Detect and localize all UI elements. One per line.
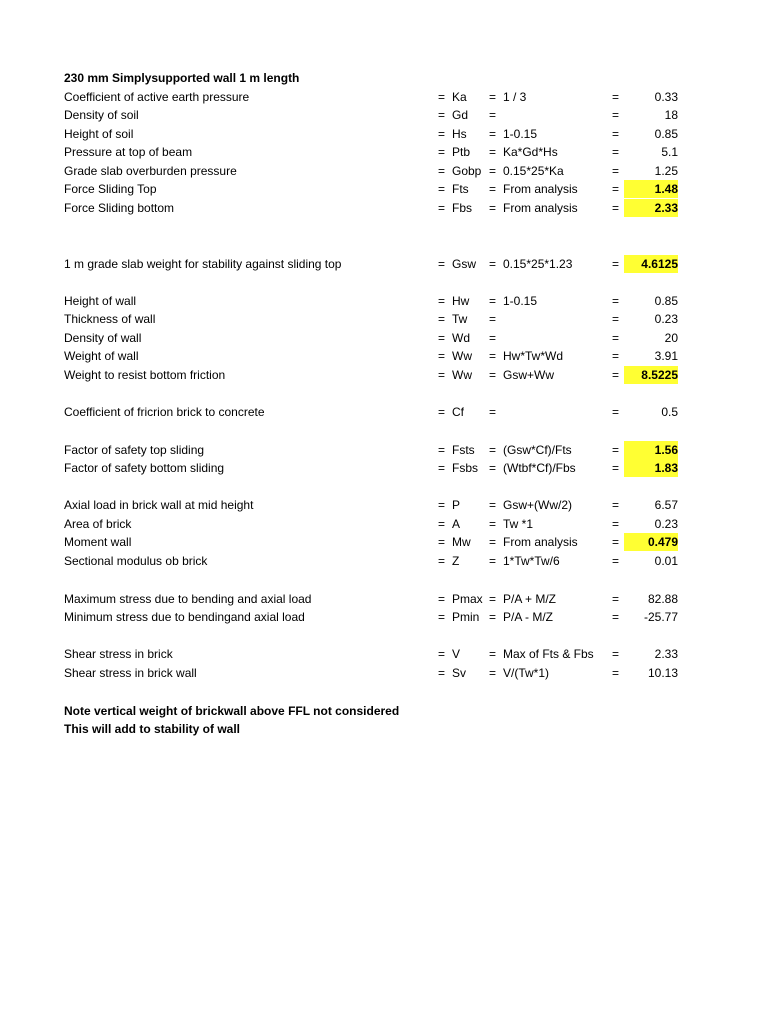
equals-sign: = (489, 257, 497, 271)
row-value: 0.479 (624, 533, 678, 551)
row-value: 82.88 (647, 592, 678, 606)
note-row (0, 702, 768, 720)
equals-sign: = (612, 666, 620, 680)
row-description: Weight of wall (64, 349, 139, 363)
calc-row (0, 162, 768, 180)
row-symbol: Hs (452, 127, 467, 141)
calc-row (0, 645, 768, 663)
calc-row (0, 125, 768, 143)
row-description: Axial load in brick wall at mid height (64, 498, 254, 512)
equals-sign: = (612, 592, 620, 606)
equals-sign: = (612, 461, 620, 475)
equals-sign: = (612, 294, 620, 308)
row-value: 1.83 (624, 459, 678, 477)
row-description: Height of wall (64, 294, 137, 308)
row-value: 0.5 (661, 405, 678, 419)
row-description: Area of brick (64, 517, 132, 531)
row-formula: 1 / 3 (503, 90, 527, 104)
calc-row (0, 310, 768, 328)
row-symbol: Pmax (452, 592, 483, 606)
equals-sign: = (489, 461, 497, 475)
row-formula: 1*Tw*Tw/6 (503, 554, 560, 568)
row-symbol: V (452, 647, 461, 661)
equals-sign: = (489, 535, 497, 549)
calc-row (0, 459, 768, 477)
calc-row (0, 143, 768, 161)
equals-sign: = (489, 331, 497, 345)
equals-sign: = (489, 443, 497, 457)
row-value: 0.85 (654, 294, 678, 308)
equals-sign: = (489, 145, 497, 159)
row-value: 0.85 (654, 127, 678, 141)
row-formula: From analysis (503, 182, 578, 196)
row-formula: 1-0.15 (503, 127, 538, 141)
calc-row (0, 292, 768, 310)
row-symbol: Z (452, 554, 460, 568)
equals-sign: = (438, 257, 446, 271)
equals-sign: = (489, 108, 497, 122)
row-symbol: Pmin (452, 610, 480, 624)
equals-sign: = (438, 90, 446, 104)
equals-sign: = (438, 443, 446, 457)
equals-sign: = (438, 182, 446, 196)
calc-row (0, 496, 768, 514)
row-symbol: P (452, 498, 461, 512)
equals-sign: = (438, 405, 446, 419)
equals-sign: = (612, 331, 620, 345)
equals-sign: = (489, 666, 497, 680)
equals-sign: = (489, 405, 497, 419)
row-value: 1.48 (624, 180, 678, 198)
row-description: Moment wall (64, 535, 132, 549)
equals-sign: = (612, 108, 620, 122)
equals-sign: = (612, 647, 620, 661)
row-symbol: Gobp (452, 164, 482, 178)
equals-sign: = (612, 498, 620, 512)
equals-sign: = (438, 666, 446, 680)
row-symbol: Gsw (452, 257, 476, 271)
row-description: Sectional modulus ob brick (64, 554, 208, 568)
calc-row (0, 441, 768, 459)
note-row (0, 720, 768, 738)
equals-sign: = (612, 145, 620, 159)
equals-sign: = (438, 349, 446, 363)
row-formula: Gsw+Ww (503, 368, 554, 382)
equals-sign: = (612, 201, 620, 215)
equals-sign: = (489, 498, 497, 512)
calc-row (0, 106, 768, 124)
row-value: 8.5225 (624, 366, 678, 384)
row-value: -25.77 (643, 610, 678, 624)
equals-sign: = (612, 443, 620, 457)
row-symbol: Mw (452, 535, 471, 549)
equals-sign: = (489, 647, 497, 661)
row-value: 0.33 (654, 90, 678, 104)
row-formula: (Wtbf*Cf)/Fbs (503, 461, 576, 475)
equals-sign: = (489, 368, 497, 382)
equals-sign: = (612, 90, 620, 104)
equals-sign: = (612, 610, 620, 624)
sheet-title: 230 mm Simplysupported wall 1 m length (64, 71, 300, 85)
row-symbol: Fts (452, 182, 469, 196)
row-formula: Gsw+(Ww/2) (503, 498, 572, 512)
row-symbol: Ka (452, 90, 467, 104)
row-value: 20 (664, 331, 678, 345)
equals-sign: = (438, 535, 446, 549)
calc-row (0, 329, 768, 347)
row-symbol: Ww (452, 368, 472, 382)
equals-sign: = (438, 592, 446, 606)
equals-sign: = (612, 312, 620, 326)
row-description: Maximum stress due to bending and axial load (64, 592, 312, 606)
row-value: 1.56 (624, 441, 678, 459)
row-description: Shear stress in brick (64, 647, 173, 661)
row-value: 4.6125 (624, 255, 678, 273)
row-description: Thickness of wall (64, 312, 156, 326)
row-formula: From analysis (503, 201, 578, 215)
row-description: Shear stress in brick wall (64, 666, 197, 680)
equals-sign: = (438, 498, 446, 512)
equals-sign: = (612, 517, 620, 531)
sheet-title-row (0, 69, 768, 87)
row-symbol: A (452, 517, 461, 531)
row-formula: Hw*Tw*Wd (503, 349, 564, 363)
row-description: Density of wall (64, 331, 142, 345)
row-formula: 0.15*25*1.23 (503, 257, 573, 271)
row-value: 18 (664, 108, 678, 122)
row-formula: 0.15*25*Ka (503, 164, 564, 178)
row-description: 1 m grade slab weight for stability against sliding top (64, 257, 342, 271)
row-description: Force Sliding bottom (64, 201, 175, 215)
equals-sign: = (438, 145, 446, 159)
equals-sign: = (612, 535, 620, 549)
row-description: Factor of safety top sliding (64, 443, 205, 457)
row-symbol: Tw (452, 312, 468, 326)
equals-sign: = (438, 294, 446, 308)
row-symbol: Fbs (452, 201, 473, 215)
equals-sign: = (612, 182, 620, 196)
row-symbol: Hw (452, 294, 470, 308)
row-symbol: Wd (452, 331, 470, 345)
row-symbol: Cf (452, 405, 464, 419)
row-symbol: Gd (452, 108, 469, 122)
row-description: Factor of safety bottom sliding (64, 461, 225, 475)
calc-row (0, 255, 768, 273)
equals-sign: = (612, 164, 620, 178)
row-value: 3.91 (654, 349, 678, 363)
row-description: Coefficient of active earth pressure (64, 90, 250, 104)
row-formula: V/(Tw*1) (503, 666, 550, 680)
equals-sign: = (438, 517, 446, 531)
row-value: 2.33 (654, 647, 678, 661)
equals-sign: = (438, 127, 446, 141)
row-formula: Max of Fts & Fbs (503, 647, 594, 661)
calc-row (0, 403, 768, 421)
equals-sign: = (489, 90, 497, 104)
equals-sign: = (489, 164, 497, 178)
equals-sign: = (612, 368, 620, 382)
row-description: Coefficient of fricrion brick to concrete (64, 405, 265, 419)
equals-sign: = (612, 554, 620, 568)
row-description: Density of soil (64, 108, 139, 122)
equals-sign: = (438, 647, 446, 661)
equals-sign: = (489, 610, 497, 624)
row-value: 0.01 (654, 554, 678, 568)
row-formula: P/A + M/Z (503, 592, 557, 606)
calc-row (0, 664, 768, 682)
calc-row (0, 199, 768, 217)
calc-row (0, 366, 768, 384)
equals-sign: = (438, 554, 446, 568)
calc-row (0, 347, 768, 365)
equals-sign: = (612, 127, 620, 141)
row-description: Weight to resist bottom friction (64, 368, 226, 382)
equals-sign: = (612, 349, 620, 363)
equals-sign: = (489, 201, 497, 215)
note-text: This will add to stability of wall (64, 722, 241, 736)
equals-sign: = (612, 405, 620, 419)
equals-sign: = (489, 182, 497, 196)
row-formula: (Gsw*Cf)/Fts (503, 443, 572, 457)
row-symbol: Sv (452, 666, 467, 680)
equals-sign: = (489, 592, 497, 606)
row-value: 1.25 (654, 164, 678, 178)
equals-sign: = (438, 331, 446, 345)
equals-sign: = (438, 312, 446, 326)
row-symbol: Fsts (452, 443, 475, 457)
row-formula: Tw *1 (503, 517, 534, 531)
row-value: 5.1 (661, 145, 678, 159)
row-formula: From analysis (503, 535, 578, 549)
equals-sign: = (489, 554, 497, 568)
row-description: Minimum stress due to bendingand axial load (64, 610, 305, 624)
calc-row (0, 88, 768, 106)
equals-sign: = (438, 201, 446, 215)
equals-sign: = (612, 257, 620, 271)
calc-row (0, 608, 768, 626)
row-value: 0.23 (654, 312, 678, 326)
row-description: Force Sliding Top (64, 182, 157, 196)
row-symbol: Ptb (452, 145, 471, 159)
row-symbol: Fsbs (452, 461, 479, 475)
note-text: Note vertical weight of brickwall above FFL not considered (64, 704, 400, 718)
row-formula: 1-0.15 (503, 294, 538, 308)
row-description: Height of soil (64, 127, 134, 141)
calc-row (0, 552, 768, 570)
row-formula: P/A - M/Z (503, 610, 554, 624)
equals-sign: = (438, 610, 446, 624)
equals-sign: = (489, 312, 497, 326)
row-symbol: Ww (452, 349, 472, 363)
calc-row (0, 590, 768, 608)
equals-sign: = (438, 108, 446, 122)
row-value: 0.23 (654, 517, 678, 531)
equals-sign: = (489, 517, 497, 531)
equals-sign: = (438, 368, 446, 382)
row-value: 10.13 (647, 666, 678, 680)
equals-sign: = (438, 164, 446, 178)
row-description: Pressure at top of beam (64, 145, 193, 159)
equals-sign: = (438, 461, 446, 475)
calc-row (0, 180, 768, 198)
calc-row (0, 533, 768, 551)
equals-sign: = (489, 127, 497, 141)
row-value: 2.33 (624, 199, 678, 217)
row-value: 6.57 (654, 498, 678, 512)
row-description: Grade slab overburden pressure (64, 164, 237, 178)
row-formula: Ka*Gd*Hs (503, 145, 558, 159)
equals-sign: = (489, 349, 497, 363)
calc-row (0, 515, 768, 533)
equals-sign: = (489, 294, 497, 308)
